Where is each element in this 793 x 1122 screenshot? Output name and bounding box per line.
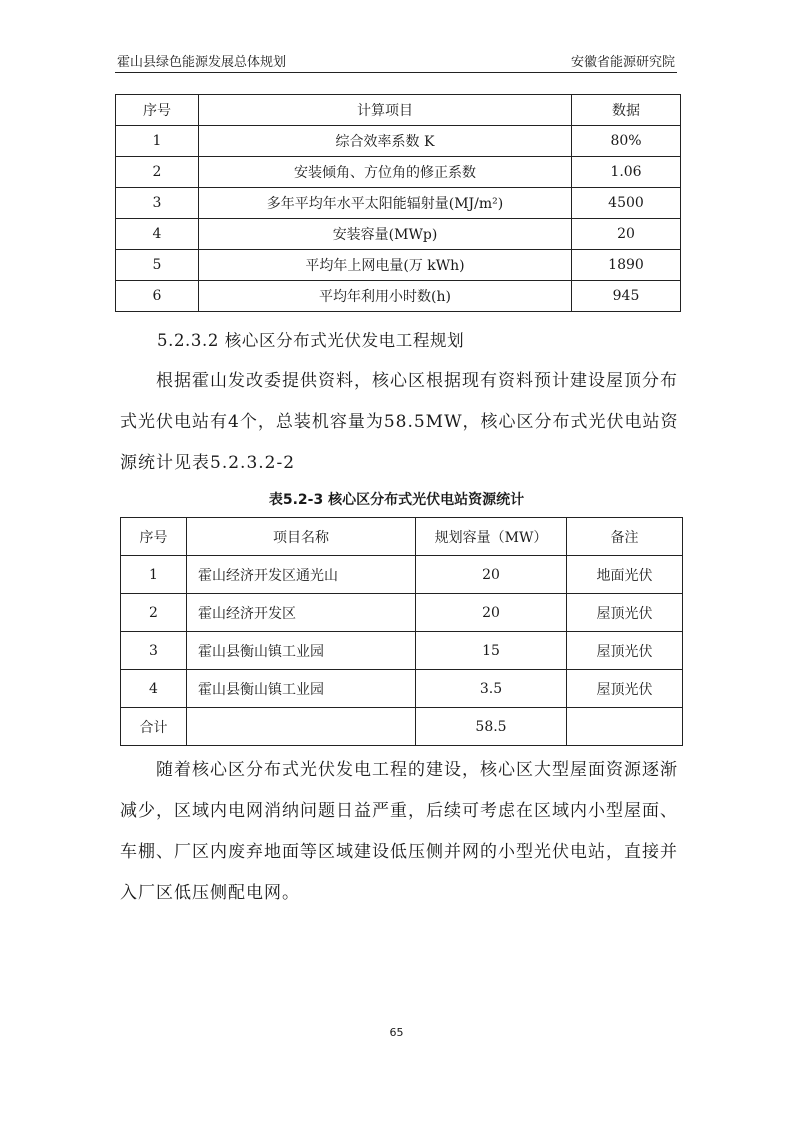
cell-project: [187, 708, 416, 746]
table-row: [116, 188, 681, 219]
cell-item: 平均年上网电量(万 kWh): [199, 250, 572, 281]
table-header-row: [121, 518, 683, 556]
cell-index: 2: [121, 594, 187, 632]
table-total-row: [121, 708, 683, 746]
cell-index: 6: [116, 281, 199, 312]
cell-index: 1: [121, 556, 187, 594]
header-cell-capacity: 规划容量（MW）: [416, 518, 567, 556]
table-row: [116, 219, 681, 250]
cell-index: 3: [116, 188, 199, 219]
table-row: [116, 126, 681, 157]
header-cell-item: 计算项目: [199, 95, 572, 126]
cell-value: 1890: [572, 250, 681, 281]
cell-index: 5: [116, 250, 199, 281]
cell-project: 霍山县衡山镇工业园: [187, 670, 416, 708]
header-rule: [115, 72, 677, 73]
table-row: [116, 157, 681, 188]
cell-value: 20: [572, 219, 681, 250]
cell-total-capacity: 58.5: [416, 708, 567, 746]
cell-note: 屋顶光伏: [567, 632, 683, 670]
table-row: [121, 670, 683, 708]
cell-index: 4: [116, 219, 199, 250]
section-heading: 5.2.3.2 核心区分布式光伏发电工程规划: [157, 331, 465, 350]
cell-value: 1.06: [572, 157, 681, 188]
table-row: [116, 250, 681, 281]
cell-capacity: 20: [416, 556, 567, 594]
cell-note: 地面光伏: [567, 556, 683, 594]
header-cell-note: 备注: [567, 518, 683, 556]
calculation-table: [115, 94, 681, 312]
cell-item: 安装倾角、方位角的修正系数: [199, 157, 572, 188]
header-cell-project: 项目名称: [187, 518, 416, 556]
header-cell-index: 序号: [121, 518, 187, 556]
table-row: [116, 281, 681, 312]
cell-item: 多年平均年水平太阳能辐射量(MJ/m²): [199, 188, 572, 219]
cell-item: 平均年利用小时数(h): [199, 281, 572, 312]
table-row: [121, 556, 683, 594]
table-row: [121, 594, 683, 632]
cell-index: 4: [121, 670, 187, 708]
cell-index: 3: [121, 632, 187, 670]
cell-note: 屋顶光伏: [567, 670, 683, 708]
table-caption: 表5.2-3 核心区分布式光伏电站资源统计: [268, 492, 525, 508]
header-organization: 安徽省能源研究院: [570, 55, 675, 70]
cell-project: 霍山经济开发区通光山: [187, 556, 416, 594]
resource-statistics-table: [120, 517, 683, 746]
cell-total-label: 合计: [121, 708, 187, 746]
cell-value: 4500: [572, 188, 681, 219]
cell-note: [567, 708, 683, 746]
table-row: [121, 632, 683, 670]
cell-item: 综合效率系数 K: [199, 126, 572, 157]
cell-capacity: 20: [416, 594, 567, 632]
header-cell-index: 序号: [116, 95, 199, 126]
cell-capacity: 3.5: [416, 670, 567, 708]
paragraph-intro: 根据霍山发改委提供资料，核心区根据现有资料预计建设屋顶分布式光伏电站有4个，总装机容量为58.5MW，核心区分布式光伏电站资源统计见表5.2.3.2-2: [120, 371, 679, 473]
cell-note: 屋顶光伏: [567, 594, 683, 632]
cell-project: 霍山县衡山镇工业园: [187, 632, 416, 670]
header-cell-value: 数据: [572, 95, 681, 126]
cell-value: 80%: [572, 126, 681, 157]
cell-index: 1: [116, 126, 199, 157]
table-header-row: [116, 95, 681, 126]
cell-project: 霍山经济开发区: [187, 594, 416, 632]
cell-capacity: 15: [416, 632, 567, 670]
cell-value: 945: [572, 281, 681, 312]
page-number: 65: [389, 1026, 404, 1039]
paragraph-outlook: 随着核心区分布式光伏发电工程的建设，核心区大型屋面资源逐渐减少，区域内电网消纳问题日益严重，后续可考虑在区域内小型屋面、车棚、厂区内废弃地面等区域建设低压侧并网的小型光伏电站，直接并入厂区低压侧配电网。: [120, 760, 678, 903]
header-document-title: 霍山县绿色能源发展总体规划: [117, 55, 287, 70]
cell-item: 安装容量(MWp): [199, 219, 572, 250]
cell-index: 2: [116, 157, 199, 188]
